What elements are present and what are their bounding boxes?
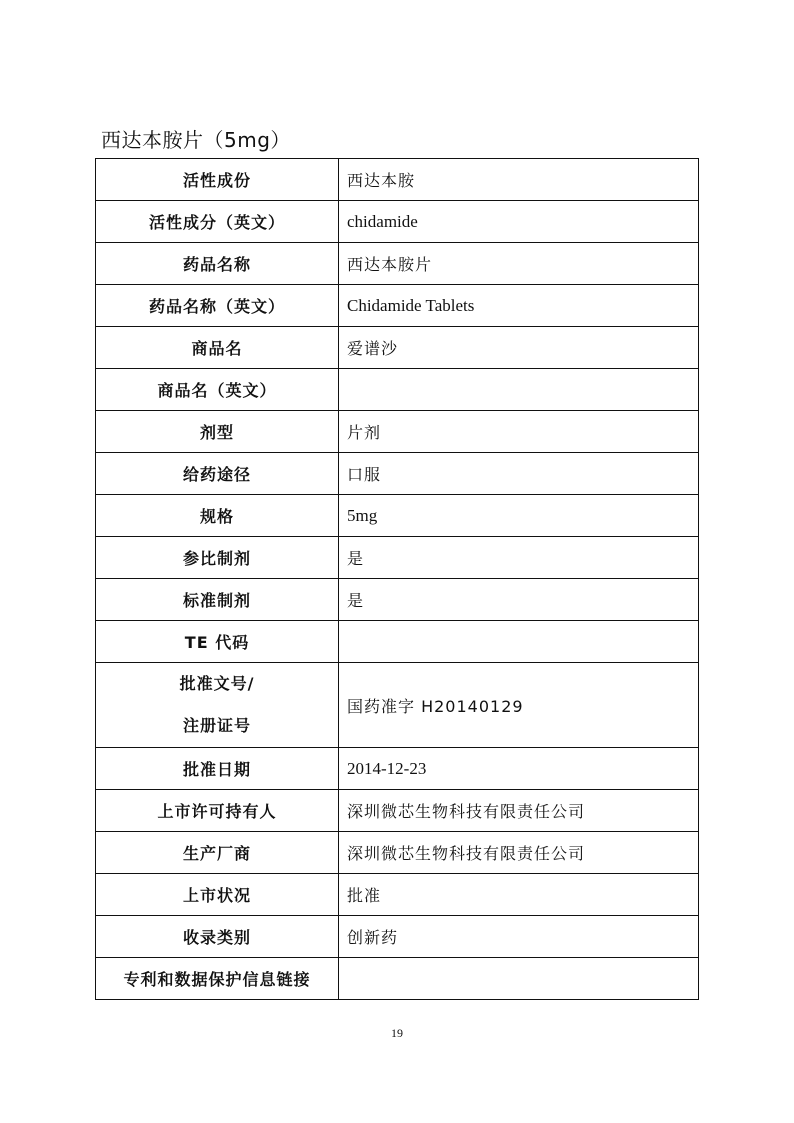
row-label-drug-name: 药品名称 [96, 243, 339, 285]
row-value-category: 创新药 [339, 916, 699, 958]
table-row [96, 790, 699, 832]
row-value-active-ingredient: 西达本胺 [339, 159, 699, 201]
row-value-reference-product: 是 [339, 537, 699, 579]
row-label-trade-name-en: 商品名（英文） [96, 369, 339, 411]
row-label-patent-link: 专利和数据保护信息链接 [96, 958, 339, 1000]
document-title: 西达本胺片（5mg） [101, 128, 291, 152]
table-row [96, 159, 699, 201]
table-row [96, 243, 699, 285]
row-label-approval-number-line2: 注册证号 [182, 716, 251, 735]
table-row [96, 201, 699, 243]
row-value-drug-name-en: Chidamide Tablets [339, 285, 699, 327]
row-value-trade-name: 爱谱沙 [339, 327, 699, 369]
row-label-reference-product: 参比制剂 [96, 537, 339, 579]
row-value-approval-date: 2014-12-23 [339, 748, 699, 790]
table-row [96, 495, 699, 537]
row-value-drug-name: 西达本胺片 [339, 243, 699, 285]
row-value-patent-link [339, 958, 699, 1000]
table-row [96, 285, 699, 327]
table-row [96, 369, 699, 411]
page-number: 19 [391, 1026, 403, 1040]
drug-info-table [95, 158, 699, 1000]
row-label-te-code: TE 代码 [96, 621, 339, 663]
row-label-route: 给药途径 [96, 453, 339, 495]
row-label-active-ingredient: 活性成份 [96, 159, 339, 201]
row-value-active-ingredient-en: chidamide [339, 201, 699, 243]
table-row [96, 411, 699, 453]
table-row [96, 663, 699, 748]
row-value-dosage-form: 片剂 [339, 411, 699, 453]
row-label-drug-name-en: 药品名称（英文） [96, 285, 339, 327]
row-label-category: 收录类别 [96, 916, 339, 958]
table-row [96, 579, 699, 621]
table-row [96, 327, 699, 369]
table-row [96, 621, 699, 663]
row-value-approval-number: 国药准字 H20140129 [339, 663, 699, 748]
row-value-route: 口服 [339, 453, 699, 495]
row-label-market-status: 上市状况 [96, 874, 339, 916]
row-label-active-ingredient-en: 活性成分（英文） [96, 201, 339, 243]
row-label-approval-number [96, 663, 339, 748]
table-row [96, 958, 699, 1000]
row-label-manufacturer: 生产厂商 [96, 832, 339, 874]
row-value-manufacturer: 深圳微芯生物科技有限责任公司 [339, 832, 699, 874]
row-label-trade-name: 商品名 [96, 327, 339, 369]
row-label-approval-number-line1: 批准文号/ [179, 674, 255, 693]
row-value-standard-product: 是 [339, 579, 699, 621]
table-row [96, 537, 699, 579]
row-label-strength: 规格 [96, 495, 339, 537]
row-value-license-holder: 深圳微芯生物科技有限责任公司 [339, 790, 699, 832]
row-label-standard-product: 标准制剂 [96, 579, 339, 621]
row-label-dosage-form: 剂型 [96, 411, 339, 453]
row-value-te-code [339, 621, 699, 663]
table-row [96, 453, 699, 495]
row-value-trade-name-en [339, 369, 699, 411]
table-row [96, 874, 699, 916]
row-value-market-status: 批准 [339, 874, 699, 916]
row-label-license-holder: 上市许可持有人 [96, 790, 339, 832]
table-row [96, 916, 699, 958]
row-label-approval-date: 批准日期 [96, 748, 339, 790]
table-row [96, 748, 699, 790]
row-value-strength: 5mg [339, 495, 699, 537]
table-row [96, 832, 699, 874]
